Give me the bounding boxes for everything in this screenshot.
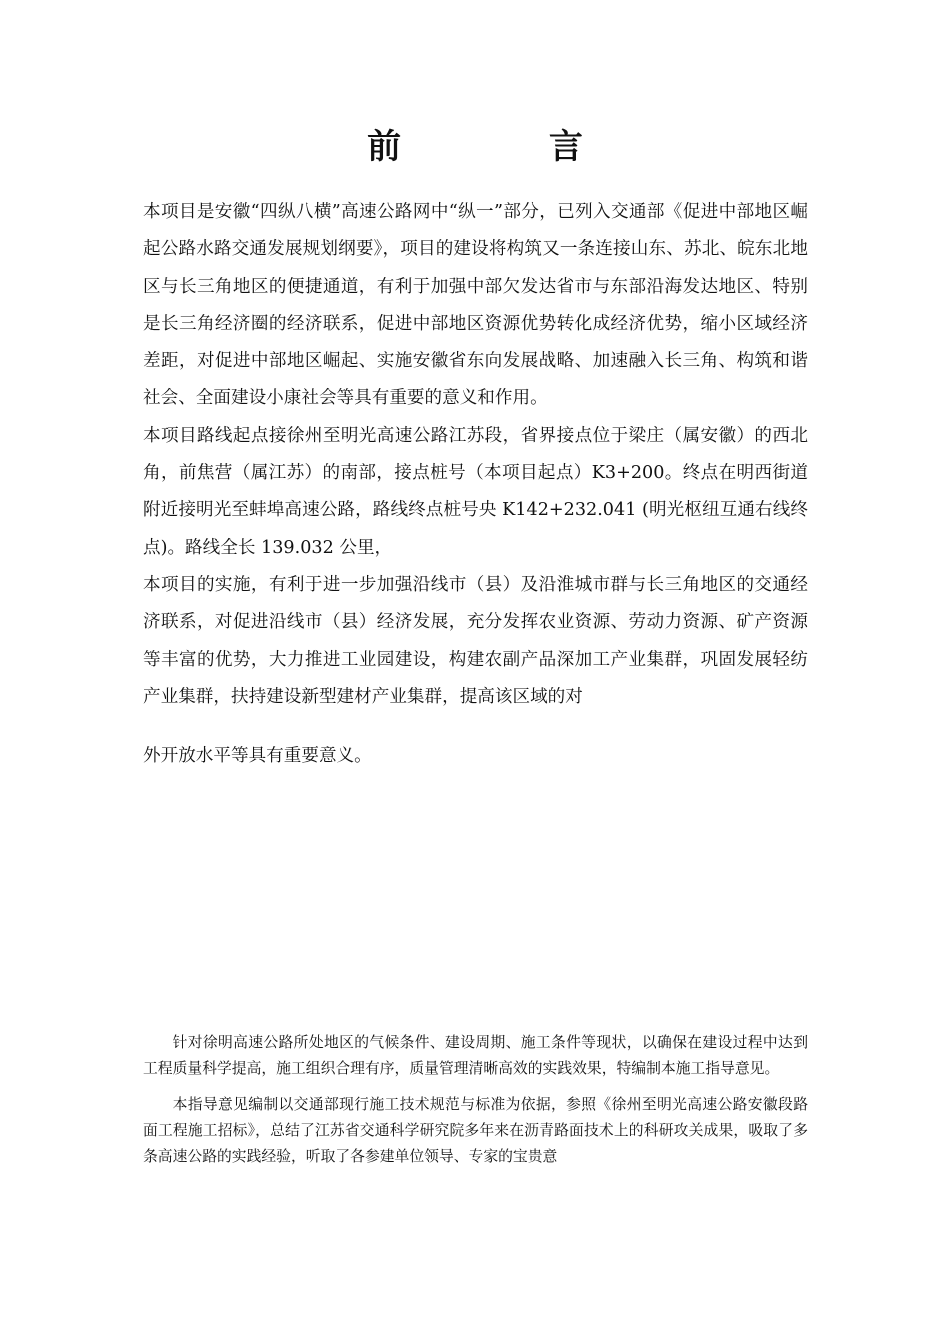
preface-body bbox=[143, 194, 808, 775]
guidance-paragraph-1: 针对徐明高速公路所处地区的气候条件、建设周期、施工条件等现状，以确保在建设过程中达到工程质量科学提高，施工组织合理有序，质量管理清晰高效的实践效果，特编制本施工指导意见。 bbox=[143, 1034, 808, 1077]
preface-paragraph-3-continued: 外开放水平等具有重要意义。 bbox=[143, 746, 372, 767]
guidance-paragraph-2: 本指导意见编制以交通部现行施工技术规范与标准为依据，参照《徐州至明光高速公路安徽段路面工程施工招标》，总结了江苏省交通科学研究院多年来在沥青路面技术上的科研攻关成果，吸取了多条高速公路的实践经验，听取了各参建单位领导、专家的宝贵意 bbox=[143, 1096, 808, 1165]
guidance-body bbox=[143, 1030, 808, 1180]
page-title: 前 言 bbox=[367, 127, 651, 167]
preface-paragraph-1: 本项目是安徽“四纵八横”高速公路网中“纵一”部分，已列入交通部《促进中部地区崛起公路水路交通发展规划纲要》，项目的建设将构筑又一条连接山东、苏北、皖东北地区与长三角地区的便捷通道，有利于加强中部欠发达省市与东部沿海发达地区、特别是长三角经济圈的经济联系，促进中部地区资源优势转化成经济优势，缩小区域经济差距，对促进中部地区崛起、实施安徽省东向发展战略、加速融入长三角、构筑和谐社会、全面建设小康社会等具有重要的意义和作用。 bbox=[143, 202, 808, 409]
preface-paragraph-3: 本项目的实施，有利于进一步加强沿线市（县）及沿淮城市群与长三角地区的交通经济联系，对促进沿线市（县）经济发展，充分发挥农业资源、劳动力资源、矿产资源等丰富的优势，大力推进工业园建设，构建农副产品深加工产业集群，巩固发展轻纺产业集群，扶持建设新型建材产业集群，提高该区域的对 bbox=[143, 574, 808, 707]
preface-paragraph-2: 本项目路线起点接徐州至明光高速公路江苏段，省界接点位于梁庄（属安徽）的西北角，前焦营（属江苏）的南部，接点桩号（本项目起点）K3+200。终点在明西街道附近接明光至蚌埠高速公路，路线终点桩号央 K142+232.041 (明光枢纽互通右线终点)。路线全长 139.032 公里， bbox=[143, 425, 808, 558]
